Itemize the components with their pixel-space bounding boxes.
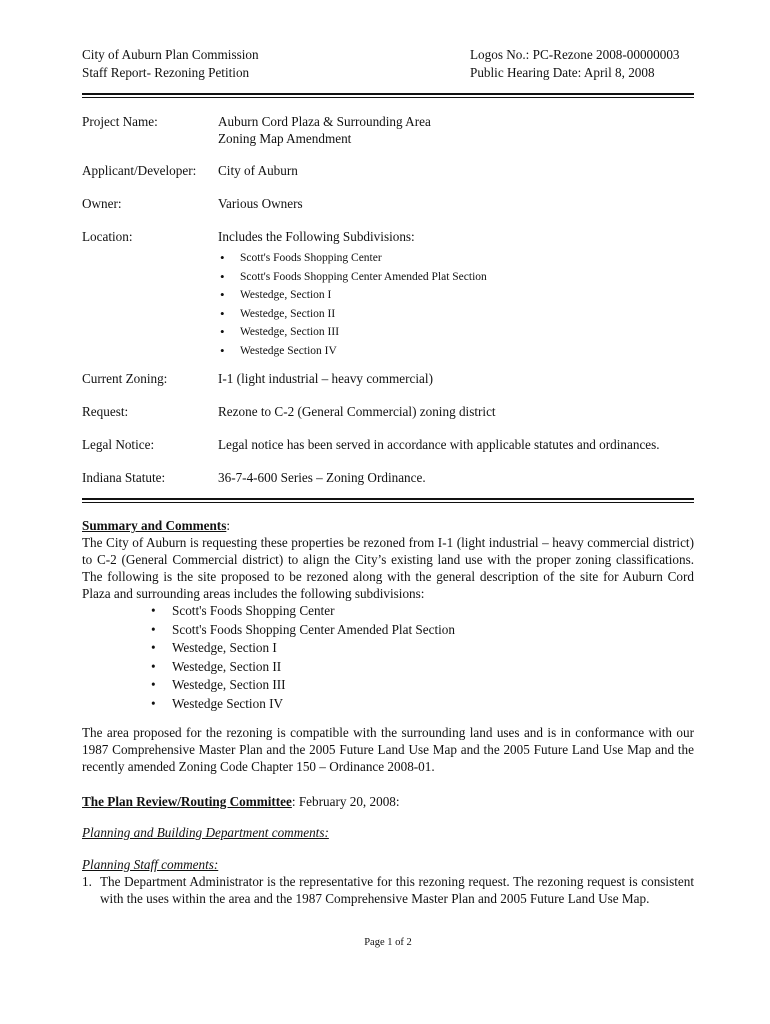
logos-number: Logos No.: PC-Rezone 2008-00000003 <box>470 47 680 62</box>
field-label: Location: <box>82 229 133 244</box>
planning-staff-section <box>82 856 694 907</box>
hearing-date: Public Hearing Date: April 8, 2008 <box>470 65 655 80</box>
routing-committee-line <box>82 793 694 810</box>
summary-paragraph-1: The City of Auburn is requesting these properties be rezoned from I-1 (light industrial – heavy commercial district) to C-2 (General Commercial district) to align the City’s existing land use with the proper zoning classifications. The following is the site proposed to be rezoned along with the general description of the site for Auburn Cord Plaza and surrounding areas includes the following subdivisions: <box>82 535 694 601</box>
header-divider <box>82 93 694 98</box>
routing-heading: The Plan Review/Routing Committee <box>82 794 292 809</box>
field-value: Rezone to C-2 (General Commercial) zoning district <box>218 404 496 419</box>
list-item: • Scott's Foods Shopping Center <box>82 602 694 621</box>
list-item: • Scott's Foods Shopping Center Amended Plat Section <box>82 621 694 640</box>
field-value: Legal notice has been served in accordance with applicable statutes and ordinances. <box>218 437 660 452</box>
field-value <box>218 113 694 147</box>
project-name-line2: Zoning Map Amendment <box>218 131 352 146</box>
document-page <box>82 0 694 1024</box>
report-header <box>82 46 694 82</box>
section-divider <box>82 498 694 503</box>
field-value: Various Owners <box>218 196 303 211</box>
summary-subdivision-list <box>82 602 694 713</box>
field-label: Project Name: <box>82 114 158 129</box>
header-right <box>470 46 680 82</box>
list-item: • Scott's Foods Shopping Center Amended Plat Section <box>218 268 694 287</box>
commission-name: City of Auburn Plan Commission <box>82 47 259 62</box>
list-item: • Westedge, Section II <box>82 658 694 677</box>
planning-dept-heading: Planning and Building Department comments: <box>82 825 329 840</box>
summary-heading-text: Summary and Comments <box>82 518 227 533</box>
report-type: Staff Report- Rezoning Petition <box>82 65 250 80</box>
page-footer: Page 1 of 2 <box>364 937 412 948</box>
field-value: City of Auburn <box>218 163 298 178</box>
location-intro: Includes the Following Subdivisions: <box>218 229 415 244</box>
location-subdivision-list <box>218 249 694 360</box>
field-label: Owner: <box>82 196 122 211</box>
planning-staff-comments <box>82 873 694 907</box>
list-item: • Scott's Foods Shopping Center <box>218 249 694 268</box>
list-item: • Westedge, Section I <box>82 639 694 658</box>
header-left <box>82 46 259 82</box>
item-number: 1. <box>82 874 92 889</box>
field-label: Applicant/Developer: <box>82 163 197 178</box>
summary-heading <box>82 517 694 534</box>
field-label: Legal Notice: <box>82 437 155 452</box>
field-value: I-1 (light industrial – heavy commercial) <box>218 371 433 386</box>
list-item: • Westedge Section IV <box>218 342 694 361</box>
field-label: Request: <box>82 404 129 419</box>
planning-staff-heading: Planning Staff comments: <box>82 857 219 872</box>
field-label: Current Zoning: <box>82 371 168 386</box>
field-value <box>218 228 694 360</box>
routing-date: : February 20, 2008: <box>291 794 400 809</box>
summary-heading-colon: : <box>226 518 231 533</box>
summary-section <box>82 517 694 713</box>
list-item: • Westedge Section IV <box>82 695 694 714</box>
list-item <box>82 873 694 907</box>
list-item: • Westedge, Section III <box>218 323 694 342</box>
list-item: • Westedge, Section II <box>218 305 694 324</box>
field-value: 36-7-4-600 Series – Zoning Ordinance. <box>218 470 426 485</box>
list-item: • Westedge, Section III <box>82 676 694 695</box>
list-item: • Westedge, Section I <box>218 286 694 305</box>
summary-paragraph-2: The area proposed for the rezoning is compatible with the surrounding land uses and is in conformance with our 1987 Comprehensive Master Plan and the 2005 Future Land Use Map and the 2005 Future Land Use Map and the recently amended Zoning Code Chapter 150 – Ordinance 2008-01. <box>82 725 694 774</box>
field-label: Indiana Statute: <box>82 470 166 485</box>
item-text: The Department Administrator is the representative for this rezoning request. The rezoning request is consistent with the uses within the area and the 1987 Comprehensive Master Plan and 2005 Future Land Use Map. <box>100 874 694 906</box>
project-name-line1: Auburn Cord Plaza & Surrounding Area <box>218 114 431 129</box>
